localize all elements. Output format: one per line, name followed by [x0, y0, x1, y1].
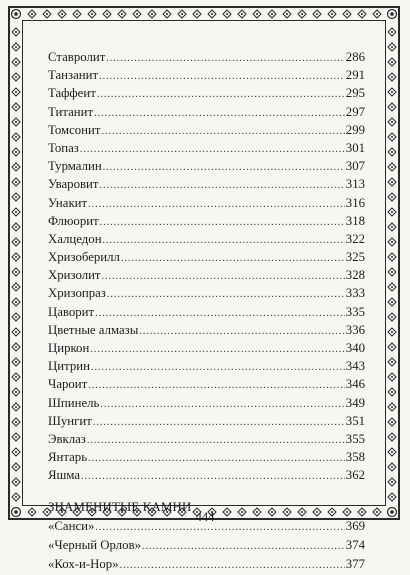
- ornament-motif: [15, 436, 17, 438]
- toc-entry: [48, 103, 365, 121]
- ornament-motif: [15, 451, 17, 453]
- leader-dots: [142, 538, 345, 556]
- ornament-motif: [15, 421, 17, 423]
- ornament-motif: [391, 391, 393, 393]
- toc-entry: [48, 121, 365, 139]
- ornament-motif: [15, 136, 17, 138]
- entry-page-number: 377: [345, 556, 365, 571]
- ornament-motif: [391, 376, 393, 378]
- ornament-motif: [15, 61, 17, 63]
- leader-dots: [106, 50, 345, 68]
- ornament-motif: [15, 316, 17, 318]
- ornament-motif: [15, 226, 17, 228]
- leader-dots: [100, 396, 344, 414]
- ornament-motif: [391, 121, 393, 123]
- ornament-motif: [15, 271, 17, 273]
- toc-entry: [48, 194, 365, 212]
- ornament-motif: [391, 301, 393, 303]
- ornament-motif: [391, 256, 393, 258]
- leader-dots: [90, 341, 344, 359]
- entry-title: Шунгит: [48, 413, 92, 428]
- leader-dots: [88, 450, 345, 468]
- entry-page-number: 333: [345, 286, 365, 301]
- entry-title: Янтарь: [48, 450, 88, 465]
- leader-dots: [107, 286, 345, 304]
- ornament-motif: [121, 13, 123, 15]
- toc-entry: [48, 430, 365, 448]
- entry-page-number: 343: [345, 359, 365, 374]
- leader-dots: [139, 323, 344, 341]
- ornament-motif: [376, 13, 378, 15]
- ornament-motif: [391, 226, 393, 228]
- ornament-motif: [391, 271, 393, 273]
- ornament-motif: [391, 436, 393, 438]
- entry-title: Хризопраз: [48, 286, 106, 301]
- leader-dots: [99, 177, 344, 195]
- leader-dots: [120, 557, 345, 575]
- ornament-motif: [15, 331, 17, 333]
- ornament-motif: [181, 13, 183, 15]
- entry-page-number: 346: [345, 377, 365, 392]
- toc-entry: [48, 339, 365, 357]
- ornament-motif: [15, 376, 17, 378]
- entry-page-number: 336: [345, 322, 365, 337]
- ornament-motif: [61, 13, 63, 15]
- ornament-motif: [76, 13, 78, 15]
- ornament-motif: [331, 13, 333, 15]
- leader-dots: [101, 123, 344, 141]
- ornament-motif: [196, 13, 198, 15]
- ornament-motif: [166, 13, 168, 15]
- toc-entry: [48, 412, 365, 430]
- ornament-motif: [106, 13, 108, 15]
- ornament-motif: [391, 181, 393, 183]
- ornament-motif: [211, 13, 213, 15]
- ornament-motif: [391, 496, 393, 498]
- ornament-motif: [391, 211, 393, 213]
- entry-page-number: 349: [345, 395, 365, 410]
- ornament-motif: [241, 13, 243, 15]
- toc-entry: [48, 555, 365, 574]
- ornament-motif: [31, 13, 33, 15]
- ornament-motif: [15, 31, 17, 33]
- ornament-motif: [391, 346, 393, 348]
- entry-title: Чароит: [48, 377, 88, 392]
- ornament-motif: [15, 406, 17, 408]
- entry-title: Ставролит: [48, 50, 106, 64]
- entry-page-number: 362: [345, 468, 365, 483]
- ornament-motif: [46, 13, 48, 15]
- entry-title: Таффеит: [48, 86, 96, 101]
- ornament-motif: [15, 466, 17, 468]
- ornament-motif: [15, 346, 17, 348]
- leader-dots: [103, 232, 345, 250]
- entry-page-number: 374: [345, 537, 365, 552]
- entry-title: Цветные алмазы: [48, 322, 139, 337]
- entry-title: Унакит: [48, 195, 88, 210]
- ornament-motif: [15, 286, 17, 288]
- leader-dots: [80, 141, 345, 159]
- leader-dots: [103, 159, 345, 177]
- section-heading: ЗНАМЕНИТЫЕ КАМНИ: [48, 499, 192, 514]
- toc-entry: [48, 394, 365, 412]
- ornament-motif: [271, 13, 273, 15]
- ornament-motif: [91, 13, 93, 15]
- toc-entry: [48, 48, 365, 66]
- ornament-motif: [391, 316, 393, 318]
- ornament-motif: [15, 496, 17, 498]
- leader-dots: [81, 468, 345, 486]
- entry-title: Хризоберилл: [48, 250, 120, 265]
- toc-entries: [48, 48, 365, 485]
- ornament-motif: [15, 301, 17, 303]
- toc-entry: [48, 284, 365, 302]
- ornament-motif: [391, 451, 393, 453]
- entry-page-number: 291: [345, 68, 365, 83]
- entry-page-number: 340: [345, 341, 365, 355]
- entry-title: Флюорит: [48, 213, 99, 228]
- toc-entry: [48, 466, 365, 484]
- ornament-motif: [391, 136, 393, 138]
- entry-page-number: 325: [345, 250, 365, 265]
- ornament-motif: [15, 196, 17, 198]
- entry-title: Циркон: [48, 341, 90, 355]
- leader-dots: [88, 377, 345, 395]
- leader-dots: [99, 68, 345, 86]
- entry-title: Топаз: [48, 140, 79, 155]
- ornament-motif: [361, 13, 363, 15]
- entry-title: Цаворит: [48, 304, 95, 319]
- entry-title: «Кох-и-Нор»: [48, 556, 119, 571]
- toc-entry: [48, 175, 365, 193]
- toc-entry: [48, 157, 365, 175]
- page-number: 444: [195, 510, 215, 524]
- ornament-motif: [391, 91, 393, 93]
- entry-page-number: 286: [345, 50, 365, 64]
- entry-title: «Санси»: [48, 518, 95, 533]
- famous-stones-list: [48, 517, 365, 574]
- entry-title: Цитрин: [48, 359, 90, 374]
- ornament-motif: [391, 241, 393, 243]
- ornament-motif: [15, 391, 17, 393]
- entry-page-number: 335: [345, 304, 365, 319]
- ornament-motif: [226, 13, 228, 15]
- entry-page-number: 295: [345, 86, 365, 101]
- ornament-motif: [391, 76, 393, 78]
- ornament-motif: [391, 151, 393, 153]
- toc-entry: [48, 536, 365, 555]
- entry-page-number: 313: [345, 177, 365, 192]
- toc-entry: [48, 230, 365, 248]
- entry-page-number: 358: [345, 450, 365, 465]
- entry-title: Томсонит: [48, 122, 101, 137]
- entry-page-number: 307: [345, 159, 365, 174]
- ornament-motif: [391, 286, 393, 288]
- toc-entry: [48, 66, 365, 84]
- ornament-motif: [15, 241, 17, 243]
- toc-entry: [48, 212, 365, 230]
- entry-title: «Черный Орлов»: [48, 537, 141, 552]
- ornament-motif: [286, 13, 288, 15]
- entry-title: Танзанит: [48, 68, 99, 83]
- ornament-motif: [15, 211, 17, 213]
- ornament-motif: [15, 91, 17, 93]
- ornament-motif: [391, 406, 393, 408]
- ornament-motif: [301, 13, 303, 15]
- toc-entry: [48, 84, 365, 102]
- ornament-motif: [15, 46, 17, 48]
- entry-page-number: 351: [345, 413, 365, 428]
- toc-entry: [48, 375, 365, 393]
- ornament-motif: [15, 181, 17, 183]
- leader-dots: [93, 414, 345, 432]
- entry-page-number: 355: [345, 431, 365, 446]
- leader-dots: [121, 250, 345, 268]
- ornament-motif: [390, 12, 394, 16]
- entry-title: Шпинель: [48, 395, 100, 410]
- ornament-motif: [15, 361, 17, 363]
- entry-title: Титанит: [48, 104, 94, 119]
- ornament-motif: [136, 13, 138, 15]
- entry-page-number: 322: [345, 231, 365, 246]
- toc-entry: [48, 266, 365, 284]
- ornament-motif: [391, 421, 393, 423]
- ornament-motif: [391, 196, 393, 198]
- entry-title: Уваровит: [48, 177, 99, 192]
- ornament-motif: [391, 331, 393, 333]
- entry-page-number: 297: [345, 104, 365, 119]
- ornament-motif: [391, 481, 393, 483]
- ornament-motif: [391, 166, 393, 168]
- entry-page-number: 316: [345, 195, 365, 210]
- entry-title: Турмалин: [48, 159, 102, 174]
- toc-entry: [48, 248, 365, 266]
- ornament-motif: [15, 256, 17, 258]
- ornament-motif: [391, 466, 393, 468]
- toc-entry: [48, 303, 365, 321]
- toc-entry: [48, 139, 365, 157]
- leader-dots: [102, 268, 345, 286]
- entry-page-number: 369: [345, 518, 365, 533]
- ornament-motif: [391, 46, 393, 48]
- ornament-motif: [14, 12, 18, 16]
- entry-title: Яшма: [48, 468, 81, 483]
- leader-dots: [91, 359, 345, 377]
- ornament-motif: [391, 61, 393, 63]
- toc-entry: [48, 448, 365, 466]
- leader-dots: [88, 196, 345, 214]
- ornament-motif: [15, 481, 17, 483]
- ornament-motif: [346, 13, 348, 15]
- ornament-motif: [15, 121, 17, 123]
- ornament-motif: [15, 151, 17, 153]
- table-of-contents: [48, 48, 365, 574]
- ornament-motif: [15, 106, 17, 108]
- ornament-motif: [316, 13, 318, 15]
- entry-page-number: 301: [345, 140, 365, 155]
- ornament-motif: [15, 76, 17, 78]
- leader-dots: [97, 86, 345, 104]
- entry-page-number: 318: [345, 213, 365, 228]
- entry-page-number: 299: [345, 122, 365, 137]
- ornament-motif: [256, 13, 258, 15]
- leader-dots: [94, 105, 345, 123]
- entry-title: Эвклаз: [48, 431, 86, 446]
- ornament-motif: [391, 31, 393, 33]
- toc-entry: [48, 321, 365, 339]
- entry-title: Халцедон: [48, 231, 102, 246]
- ornament-motif: [151, 13, 153, 15]
- entry-page-number: 328: [345, 268, 365, 283]
- ornament-motif: [391, 106, 393, 108]
- ornament-motif: [391, 361, 393, 363]
- ornament-motif: [15, 166, 17, 168]
- toc-entry: [48, 357, 365, 375]
- leader-dots: [87, 432, 345, 450]
- leader-dots: [100, 214, 345, 232]
- entry-title: Хризолит: [48, 268, 101, 283]
